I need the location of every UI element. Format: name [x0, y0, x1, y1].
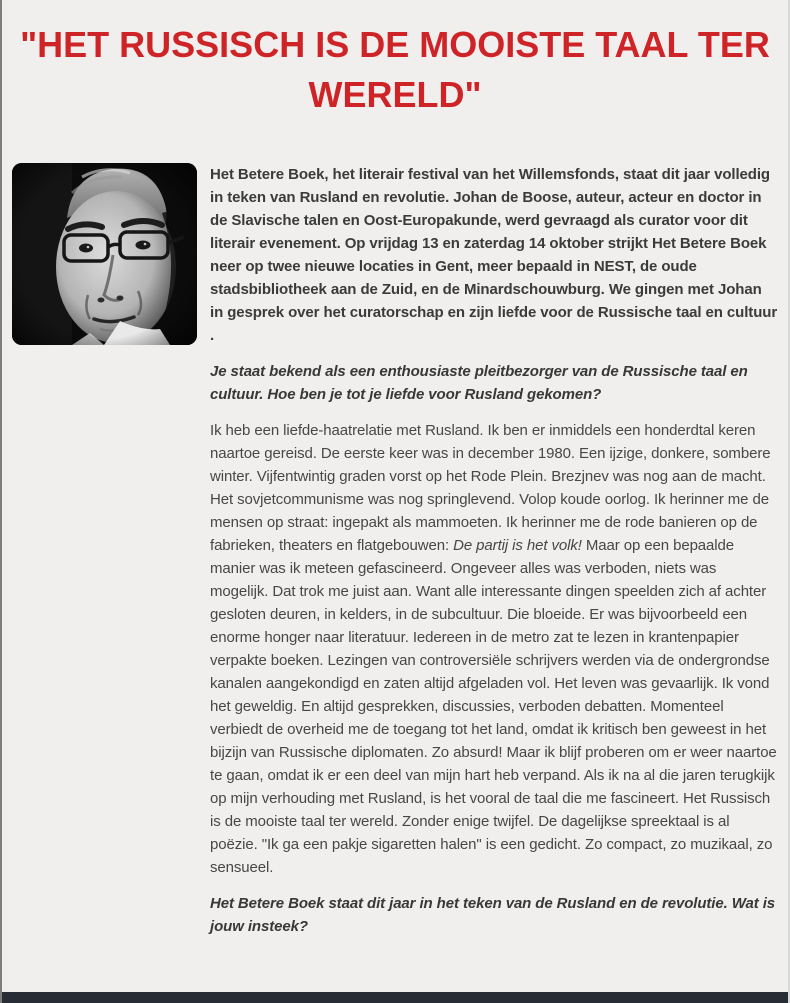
article-body [210, 163, 778, 951]
answer-emphasis: De partij is het volk! [453, 537, 582, 554]
interview-question-1: Je staat bekend als een enthousiaste pleitbezorger van de Russische taal en cultuur. Hoe ben je tot je liefde voor Rusland gekomen? [210, 363, 748, 403]
answer-text-part1: Ik heb een liefde-haatrelatie met Rusland. Ik ben er inmiddels een honderdtal keren naartoe gereisd. De eerste keer was in december 1980. Een ijzige, donkere, sombere winter. Vijfentwintig graden vorst op het Rode Plein. Brezjnev was nog aan de macht. Het sovjetcommunisme was nog springlevend. Volop koude oorlog. Ik herinner me de mensen op straat: ingepakt als mammoeten. Ik herinner me de rode banieren op de fabrieken, theaters en flatgebouwen: [210, 422, 771, 554]
interview-answer-1 [210, 419, 778, 879]
footer-bar [2, 992, 788, 1003]
answer-text-part2: Maar op een bepaalde manier was ik meteen gefascineerd. Ongeveer alles was verboden, niets was mogelijk. Dat trok me juist aan. Want alle interessante dingen speelden zich af achter gesloten deuren, in kelders, in de subcultuur. Die bloeide. Er was bijvoorbeeld een enorme honger naar literatuur. Iedereen in de metro zat te lezen in krantenpapier verpakte boeken. Lezingen van controversiële schrijvers werden via de ondergrondse kanalen aangekondigd en zaten altijd afgeladen vol. Het leven was gevaarlijk. Ik vond het geweldig. En altijd gesprekken, discussies, verboden debatten. Momenteel verbiedt de overheid me de toegang tot het land, omdat ik kritisch ben geweest in het bijzijn van Russische diplomaten. Zo absurd! Maar ik blijf proberen om er weer naartoe te gaan, omdat ik er een deel van mijn hart heb verpand. Als ik na al die jaren terugkijk op mijn verhouding met Rusland, is het vooral de taal die me fascineert. Het Russisch is de mooiste taal ter wereld. Zonder enige twijfel. De dagelijkse spreektaal is al poëzie. "Ik ga een pakje sigaretten halen" is een gedicht. Zo compact, zo muzikaal, zo sensueel. [210, 537, 777, 876]
interview-question-2: Het Betere Boek staat dit jaar in het teken van de Rusland en de revolutie. Wat is jouw insteek? [210, 895, 776, 935]
portrait-photo [12, 163, 197, 345]
page-title: "HET RUSSISCH IS DE MOOISTE TAAL TER WERELD" [20, 24, 770, 115]
portrait-photo-illustration [12, 163, 197, 345]
intro-paragraph: Het Betere Boek, het literair festival van het Willemsfonds, staat dit jaar volledig in teken van Rusland en revolutie. Johan de Boose, auteur, acteur en doctor in de Slavische talen en Oost-Europakunde, werd gevraagd als curator voor dit literair evenement. Op vrijdag 13 en zaterdag 14 oktober strijkt Het Betere Boek neer op twee nieuwe locaties in Gent, meer bepaald in NEST, de oude stadsbibliotheek aan de Zuid, en de Minardschouwburg. We gingen met Johan in gesprek over het curatorschap en zijn liefde voor de Russische taal en cultuur . [210, 166, 778, 344]
